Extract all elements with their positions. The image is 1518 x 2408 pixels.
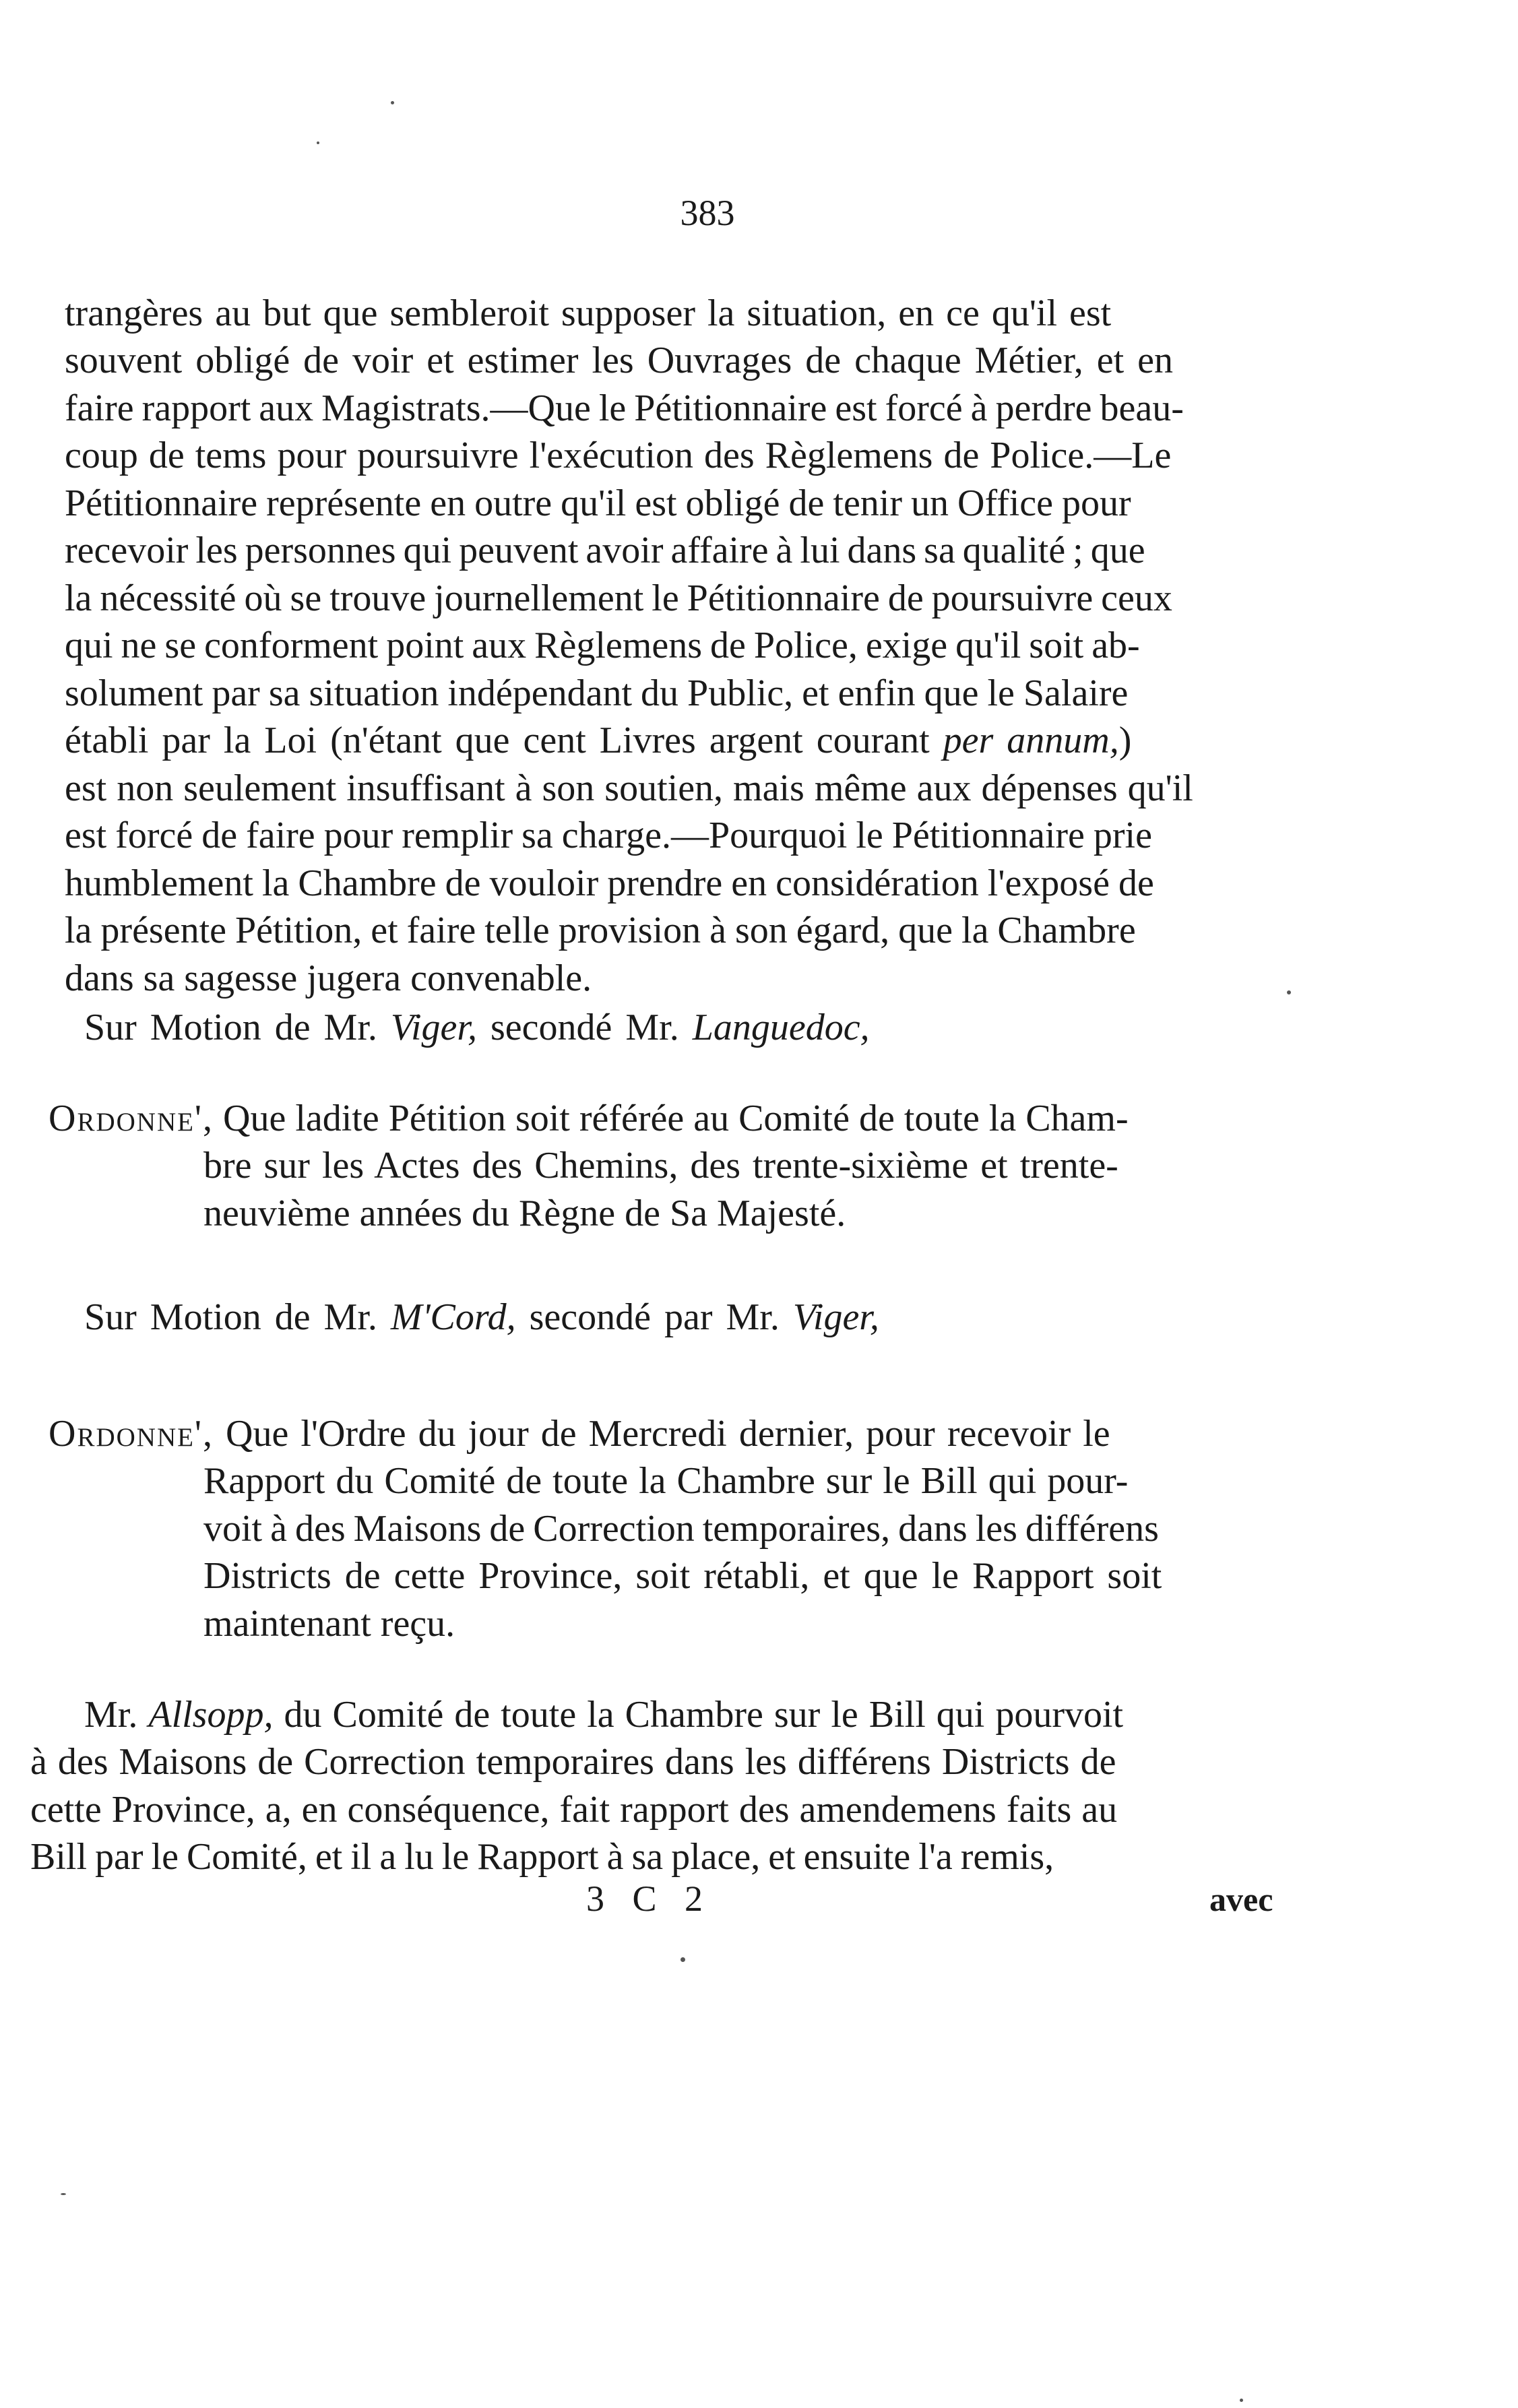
text-segment: Que l'Ordre du jour de Mercredi dernier, pour recevoir le [226, 1413, 1110, 1455]
scan-speck [61, 2193, 66, 2195]
scan-speck [681, 1957, 685, 1962]
text-line: voit à des Maisons de Correction temporaires, dans les différens [203, 1508, 1159, 1550]
motion-middle: secondé par Mr. [529, 1296, 780, 1338]
text-line: coup de tems pour poursuivre l'exécution des Règlemens de Police.—Le [65, 435, 1172, 476]
text-line: la présente Pétition, et faire telle provision à son égard, que la Chambre [65, 910, 1136, 951]
signature-mark: 3 C 2 [586, 1878, 713, 1919]
text-line: neuvième années du Règne de Sa Majesté. [203, 1193, 846, 1234]
order-label: Ordonne', [49, 1098, 214, 1139]
text-line: souvent obligé de voir et estimer les Ouvrages de chaque Métier, et en [65, 340, 1174, 381]
text-line: trangères au but que sembleroit supposer la situation, en ce qu'il est [65, 292, 1112, 334]
scan-speck [391, 101, 394, 104]
text-line: Districts de cette Province, soit rétabli, et que le Rapport soit [203, 1555, 1162, 1597]
text-line [84, 1004, 870, 1052]
text-line: Rapport du Comité de toute la Chambre sur le Bill qui pour- [203, 1460, 1129, 1502]
seconder-name: Languedoc, [692, 1007, 870, 1048]
motion-prefix: Sur Motion de Mr. [84, 1296, 377, 1338]
text-segment: établi par la Loi (n'étant que cent Livres argent courant [65, 720, 930, 761]
text-line [49, 1095, 1129, 1143]
member-name: Allsopp, [148, 1694, 274, 1736]
mover-name: Viger, [390, 1007, 477, 1048]
latin-phrase: per annum, [943, 720, 1119, 761]
closing-paren: ) [1118, 720, 1132, 761]
text-line [65, 717, 1131, 765]
page-number: 383 [680, 193, 735, 233]
text-line: recevoir les personnes qui peuvent avoir affaire à lui dans sa qualité ; que [65, 530, 1145, 571]
order-label: Ordonne', [49, 1413, 214, 1455]
scan-speck [1240, 2399, 1243, 2402]
text-line: Bill par le Comité, et il a lu le Rapport à sa place, et ensuite l'a remis, [30, 1836, 1054, 1878]
text-line: humblement la Chambre de vouloir prendre en considération l'exposé de [65, 862, 1154, 904]
motion-middle: secondé Mr. [490, 1007, 679, 1048]
text-segment: du Comité de toute la Chambre sur le Bill qui pourvoit [284, 1694, 1124, 1736]
motion-prefix: Sur Motion de Mr. [84, 1007, 377, 1048]
text-line: est non seulement insuffisant à son soutien, mais même aux dépenses qu'il [65, 767, 1193, 809]
text-line: solument par sa situation indépendant du Public, et enfin que le Salaire [65, 672, 1129, 714]
text-line [84, 1294, 879, 1341]
text-line [84, 1691, 1123, 1739]
seconder-name: Viger, [792, 1296, 879, 1338]
text-line: à des Maisons de Correction temporaires dans les différens Districts de [30, 1741, 1116, 1783]
text-line [49, 1410, 1110, 1458]
text-line: qui ne se conforment point aux Règlemens de Police, exige qu'il soit ab- [65, 625, 1140, 666]
text-line: faire rapport aux Magistrats.—Que le Pétitionnaire est forcé à perdre beau- [65, 387, 1184, 429]
catchword: avec [1209, 1880, 1273, 1918]
text-line: cette Province, a, en conséquence, fait rapport des amendemens faits au [30, 1789, 1118, 1831]
text-line: la nécessité où se trouve journellement le Pétitionnaire de poursuivre ceux [65, 577, 1172, 619]
text-line: maintenant reçu. [203, 1603, 455, 1645]
scan-speck [317, 141, 319, 144]
text-segment: Mr. [84, 1694, 138, 1736]
text-segment: Que ladite Pétition soit référée au Comité de toute la Cham- [223, 1098, 1129, 1139]
text-line: bre sur les Actes des Chemins, des trente-sixième et trente- [203, 1145, 1118, 1186]
text-line: Pétitionnaire représente en outre qu'il est obligé de tenir un Office pour [65, 482, 1131, 524]
text-line: est forcé de faire pour remplir sa charge.—Pourquoi le Pétitionnaire prie [65, 815, 1152, 856]
mover-name: M'Cord, [390, 1296, 516, 1338]
scan-speck [1287, 990, 1291, 994]
text-line: dans sa sagesse jugera convenable. [65, 957, 592, 999]
